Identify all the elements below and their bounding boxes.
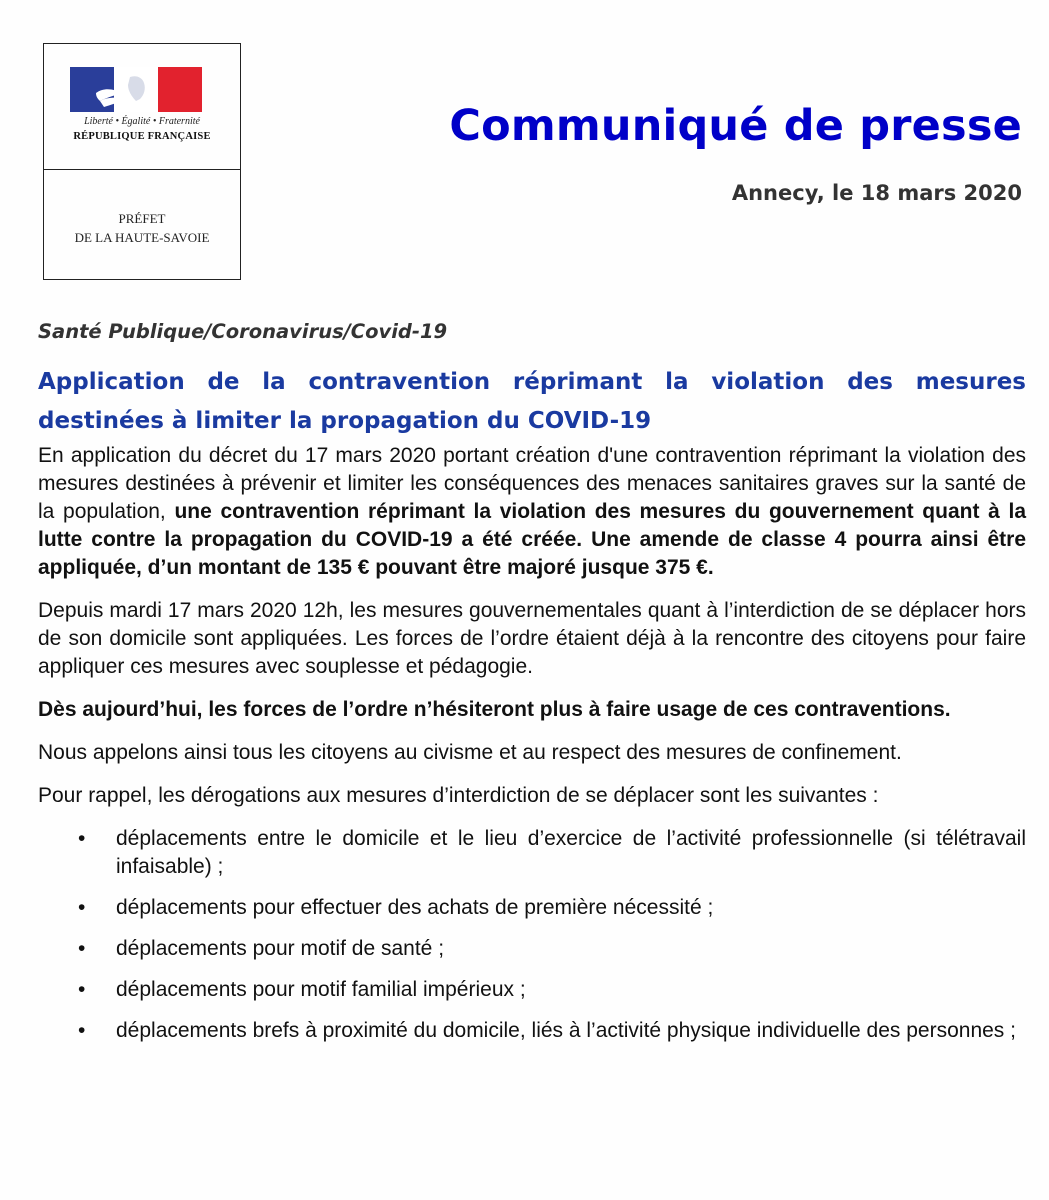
republic-logo (44, 44, 240, 170)
bullet-icon: • (78, 896, 86, 919)
prefet-label (44, 209, 240, 247)
paragraph-enforcement (38, 696, 1026, 724)
list-item (38, 976, 1026, 1004)
document-body (38, 320, 1026, 1058)
list-item (38, 935, 1026, 963)
dateline: Annecy, le 18 mars 2020 (731, 181, 1022, 205)
list-item (38, 1017, 1026, 1045)
page-title: Communiqué de presse (449, 101, 1022, 151)
prefet-line-1: PRÉFET (118, 211, 166, 226)
list-item (38, 825, 1026, 881)
paragraph-since-tuesday: Depuis mardi 17 mars 2020 12h, les mesures gouvernementales quant à l’interdiction de se déplacer hors de son domicile sont appliquées. Les forces de l’ordre étaient déjà à la rencontre des citoyens pour faire appliquer ces mesures avec souplesse et pédagogie. (38, 599, 1026, 678)
bullet-icon: • (78, 978, 86, 1001)
marianne-flag-icon (70, 67, 202, 112)
bullet-icon: • (78, 937, 86, 960)
paragraph-enforcement-bold: Dès aujourd’hui, les forces de l’ordre n’hésiteront plus à faire usage de ces contraventions. (38, 698, 951, 721)
paragraph-reminder: Pour rappel, les dérogations aux mesures d’interdiction de se déplacer sont les suivantes : (38, 784, 879, 807)
headline: Application de la contravention réprimant la violation des mesures destinées à limiter la propagation du COVID-19 (38, 369, 1026, 434)
list-item-text: déplacements entre le domicile et le lieu d’exercice de l’activité professionnelle (si télétravail infaisable) ; (116, 827, 1026, 878)
subject-line: Santé Publique/Coronavirus/Covid-19 (38, 320, 448, 343)
list-item-text: déplacements pour motif familial impérieux ; (116, 978, 526, 1001)
list-item-text: déplacements pour motif de santé ; (116, 937, 445, 960)
prefet-line-2: DE LA HAUTE-SAVOIE (74, 230, 210, 245)
paragraph-civism: Nous appelons ainsi tous les citoyens au civisme et au respect des mesures de confinement. (38, 741, 902, 764)
paragraph-decree-bold: une contravention réprimant la violation des mesures du gouvernement quant à la lutte contre la propagation du COVID-19 a été créée. Une amende de classe 4 pourra ainsi être appliquée, d’un montant de 135 € pouvant être majoré jusque 375 €. (38, 500, 1026, 579)
bullet-icon: • (78, 1019, 86, 1042)
prefecture-logo-block (43, 43, 241, 280)
derogations-list (38, 825, 1026, 1045)
republique-francaise-label: RÉPUBLIQUE FRANÇAISE (73, 131, 211, 142)
motto: Liberté • Égalité • Fraternité (84, 116, 200, 127)
list-item (38, 894, 1026, 922)
paragraph-decree-text: En application du décret du 17 mars 2020 portant création d'une contravention réprimant la violation des mesures destinées à prévenir et limiter les conséquences des menaces sanitaires graves sur la santé de la population, (38, 444, 1026, 523)
list-item-text: déplacements pour effectuer des achats de première nécessité ; (116, 896, 714, 919)
paragraph-decree (38, 442, 1026, 582)
list-item-text: déplacements brefs à proximité du domicile, liés à l’activité physique individuelle des personnes ; (116, 1019, 1016, 1042)
bullet-icon: • (78, 827, 86, 850)
